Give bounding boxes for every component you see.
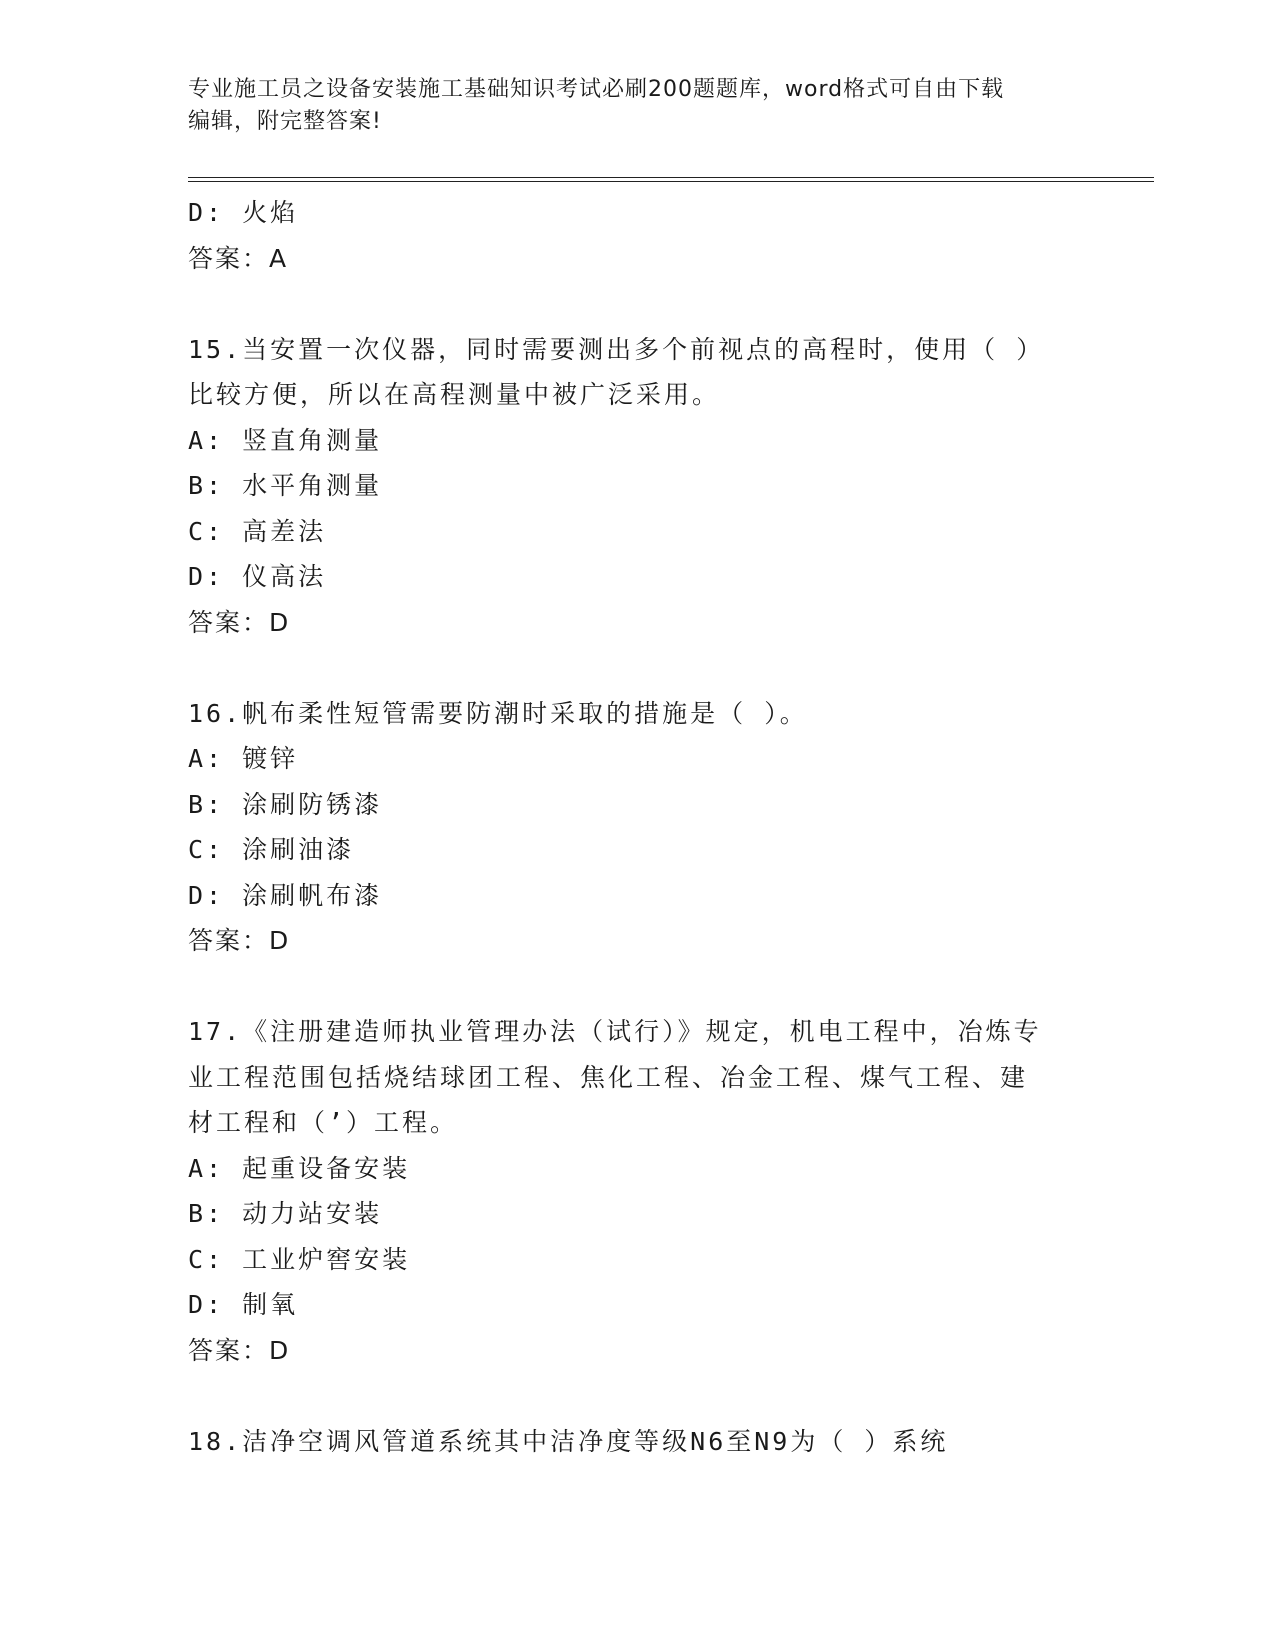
option-a: A: 镀锌 [188, 744, 299, 773]
question-stem: 17.《注册建造师执业管理办法（试行）》规定，机电工程中，冶炼专 [188, 1017, 1042, 1046]
question-stem: 15.当安置一次仪器，同时需要测出多个前视点的高程时，使用（ ） [188, 334, 1045, 364]
option-b: B: 涂刷防锈漆 [188, 789, 383, 819]
question-17 [188, 1009, 1108, 1373]
option-d: D: 火焰 [188, 198, 299, 227]
question-15 [188, 327, 1108, 646]
answer: 答案：D [188, 607, 291, 637]
header-line-2: 编辑，附完整答案! [188, 109, 382, 134]
header-divider [188, 177, 1154, 182]
question-16 [188, 691, 1108, 964]
option-a: A: 起重设备安装 [188, 1153, 411, 1183]
option-d: D: 仪高法 [188, 562, 327, 591]
header-line-1: 专业施工员之设备安装施工基础知识考试必刷200题题库，word格式可自由下载 [188, 77, 1005, 102]
question-stem: 材工程和（’）工程。 [188, 1108, 459, 1137]
question-stem: 业工程范围包括烧结球团工程、焦化工程、冶金工程、煤气工程、建 [188, 1062, 1029, 1092]
document-header [188, 74, 1068, 138]
answer: 答案：A [188, 243, 289, 273]
option-c: C: 工业炉窖安装 [188, 1244, 411, 1274]
option-d: D: 制氧 [188, 1290, 299, 1319]
option-b: B: 水平角测量 [188, 471, 383, 500]
option-a: A: 竖直角测量 [188, 425, 383, 455]
option-d: D: 涂刷帆布漆 [188, 880, 383, 910]
option-c: C: 涂刷油漆 [188, 835, 355, 864]
question-18 [188, 1419, 1108, 1465]
question-14-tail [188, 190, 1108, 281]
option-b: B: 动力站安装 [188, 1199, 383, 1228]
answer: 答案：D [188, 926, 291, 955]
question-stem: 16.帆布柔性短管需要防潮时采取的措施是（ ）。 [188, 698, 808, 728]
question-list [188, 190, 1108, 1464]
question-stem: 比较方便，所以在高程测量中被广泛采用。 [188, 380, 721, 409]
answer: 答案：D [188, 1335, 291, 1365]
question-stem: 18.洁净空调风管道系统其中洁净度等级N6至N9为（ ）系统 [188, 1426, 949, 1456]
option-c: C: 高差法 [188, 516, 327, 546]
